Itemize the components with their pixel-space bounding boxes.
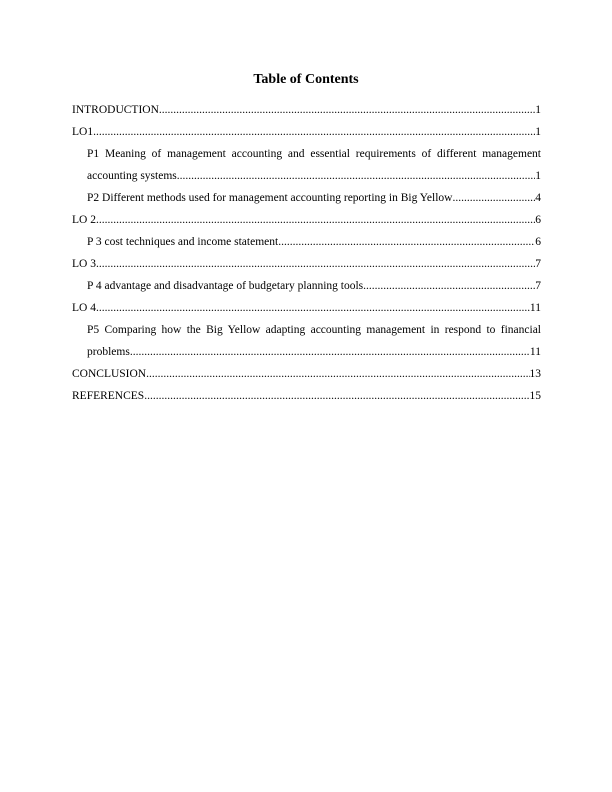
dot-leader	[177, 165, 536, 187]
toc-entry-label: accounting systems	[87, 170, 177, 182]
toc-entry-references[interactable]	[72, 385, 541, 407]
toc-page-number: 7	[535, 280, 541, 292]
dot-leader	[146, 363, 529, 385]
toc-page-number: 1	[535, 126, 541, 138]
toc-list	[72, 99, 541, 407]
toc-entry-label: P 4 advantage and disadvantage of budgetary planning tools	[87, 280, 364, 292]
toc-entry-lo1[interactable]	[72, 121, 541, 143]
toc-entry-p5[interactable]	[72, 319, 541, 363]
toc-entry-label: LO 3	[72, 258, 96, 270]
toc-entry-label: REFERENCES	[72, 390, 145, 402]
toc-page-number: 1	[535, 170, 541, 182]
toc-entry-label-line1: P5 Comparing how the Big Yellow adapting accounting management in respond to financial	[87, 324, 541, 336]
toc-entry-label: CONCLUSION	[72, 368, 147, 380]
toc-page-number: 6	[535, 236, 541, 248]
toc-page-number: 6	[535, 214, 541, 226]
toc-page-number: 13	[529, 368, 541, 380]
toc-entry-lo2[interactable]	[72, 209, 541, 231]
dot-leader	[452, 187, 535, 209]
toc-entry-p2[interactable]	[72, 187, 541, 209]
dot-leader	[144, 385, 529, 407]
toc-entry-label: problems	[87, 346, 130, 358]
toc-entry-label: LO1	[72, 126, 94, 138]
toc-entry-label-line1: P1 Meaning of management accounting and essential requirements of different management	[87, 148, 541, 160]
toc-entry-label: LO 4	[72, 302, 96, 314]
page-title: Table of Contents	[253, 72, 359, 87]
dot-leader	[96, 209, 535, 231]
dot-leader	[96, 297, 530, 319]
toc-entry-label: INTRODUCTION	[72, 104, 159, 116]
toc-entry-lo4[interactable]	[72, 297, 541, 319]
dot-leader	[130, 341, 530, 363]
dot-leader	[363, 275, 535, 297]
dot-leader	[278, 231, 535, 253]
toc-entry-label: P 3 cost techniques and income statement	[87, 236, 279, 248]
toc-entry-p4[interactable]	[72, 275, 541, 297]
toc-page-number: 1	[535, 104, 541, 116]
toc-entry-introduction[interactable]	[72, 99, 541, 121]
toc-entry-label: LO 2	[72, 214, 96, 226]
toc-entry-lo3[interactable]	[72, 253, 541, 275]
toc-page-number: 11	[529, 302, 541, 314]
dot-leader	[96, 253, 535, 275]
dot-leader	[93, 121, 535, 143]
toc-entry-p1[interactable]	[72, 143, 541, 187]
toc-entry-p3[interactable]	[72, 231, 541, 253]
dot-leader	[159, 99, 535, 121]
toc-entry-conclusion[interactable]	[72, 363, 541, 385]
toc-page-number: 11	[529, 346, 541, 358]
toc-page-number: 7	[535, 258, 541, 270]
toc-entry-label: P2 Different methods used for management accounting reporting in Big Yellow	[87, 192, 453, 204]
toc-page-number: 15	[529, 390, 541, 402]
toc-page-number: 4	[535, 192, 541, 204]
